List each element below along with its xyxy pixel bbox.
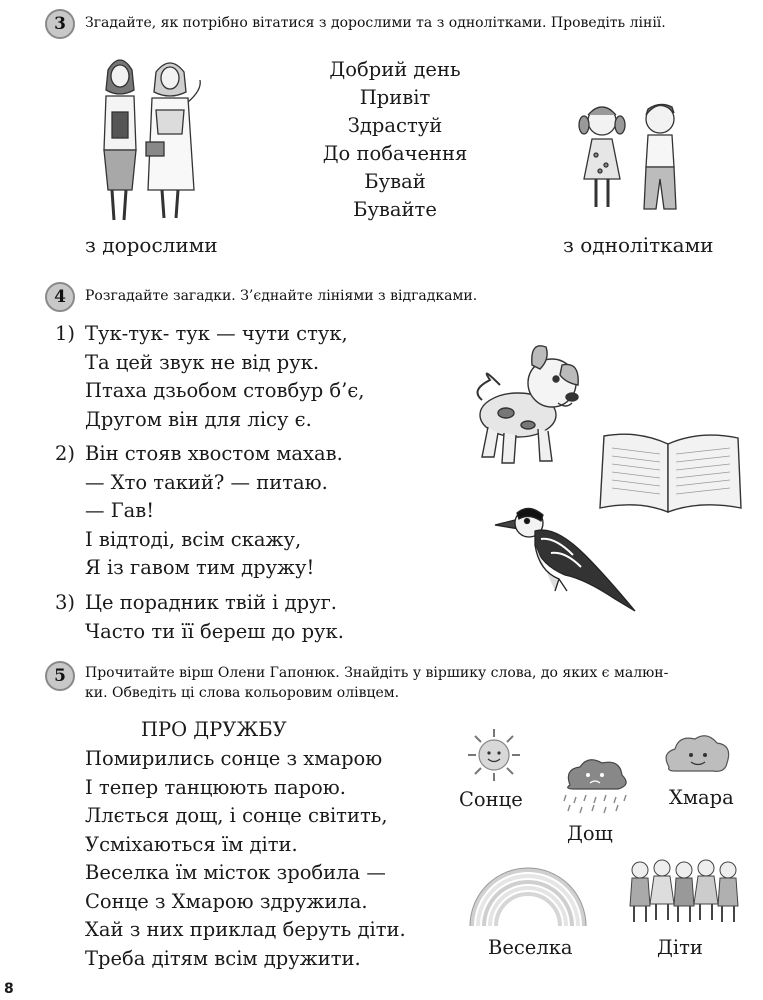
task-3-number: 3 (54, 14, 66, 34)
poem-line: Помирились сонце з хмарою (85, 747, 383, 770)
poem-line: Сонце з Хмарою здружила. (85, 889, 368, 913)
riddle-2-line: Він стояв хвостом махав. (85, 442, 343, 465)
riddle-3-number: 3) (55, 591, 76, 614)
task-5-badge (45, 661, 75, 691)
children-label: Діти (657, 936, 703, 959)
label-peers: з однолітками (563, 233, 714, 257)
rainbow-label: Веселка (488, 936, 573, 959)
riddle-2-line: — Гав! (85, 499, 155, 522)
riddle-2-number: 2) (55, 442, 76, 465)
greetings-list (270, 56, 520, 224)
riddle-1-line: Другом він для лісу є. (85, 407, 312, 431)
riddle-2-line: Я із гавом тим дружу! (85, 556, 315, 579)
task-4-badge (45, 282, 75, 312)
task-5-instruction-line-2: ки. Обведіть ці слова кольоровим олівцем. (85, 685, 400, 701)
poem-title: ПРО ДРУЖБУ (141, 718, 287, 741)
dog-illustration (460, 335, 585, 470)
greeting-5: Бувай (364, 170, 426, 193)
riddle-2 (85, 440, 343, 583)
rain-cloud-icon (560, 755, 632, 815)
page-number: 8 (4, 981, 14, 997)
adults-illustration (90, 50, 210, 225)
poem-line: Ллється дощ, і сонце світить, (85, 804, 388, 827)
poem-line: Усміхаються їм діти. (85, 832, 298, 856)
woodpecker-illustration (495, 495, 640, 615)
task-5-number: 5 (54, 666, 66, 686)
greeting-4: До побачення (322, 142, 468, 165)
children-icon (626, 856, 741, 926)
riddle-3 (85, 589, 344, 646)
task-4-instruction: Розгадайте загадки. З’єднайте лініями з відгадками. (85, 288, 478, 304)
poem-line: Хай з них приклад беруть діти. (85, 918, 406, 941)
riddle-2-line: І відтоді, всім скажу, (85, 527, 302, 551)
poem-line: Веселка їм місток зробила — (85, 861, 386, 884)
riddle-1 (85, 320, 364, 434)
greeting-2: Привіт (359, 86, 431, 109)
rainbow-icon (468, 862, 588, 928)
sun-icon (466, 727, 522, 783)
greeting-6: Бувайте (353, 198, 437, 221)
poem-line: І тепер танцюють парою. (85, 775, 346, 799)
riddle-2-line: — Хто такий? — питаю. (85, 470, 328, 494)
riddle-3-line: Це порадник твій і друг. (85, 591, 337, 614)
peers-illustration (572, 95, 692, 220)
task-3-badge (45, 9, 75, 39)
riddle-1-number: 1) (55, 322, 76, 345)
cloud-label: Хмара (669, 786, 734, 809)
greeting-1: Добрий день (329, 58, 461, 81)
label-adults: з дорослими (85, 233, 218, 257)
riddle-1-line: Та цей звук не від рук. (85, 350, 320, 374)
task-3-instruction: Згадайте, як потрібно вітатися з дорослими та з однолітками. Проведіть лінії. (85, 15, 666, 31)
task-4-number: 4 (54, 287, 66, 307)
cloud-icon (661, 731, 733, 777)
sun-label: Сонце (459, 788, 523, 811)
poem-line: Треба дітям всім дружити. (85, 946, 361, 970)
task-5-instruction-line-1: Прочитайте вірш Олени Гапонюк. Знайдіть у віршику слова, до яких є малюн- (85, 665, 669, 681)
riddle-3-line: Часто ти її береш до рук. (85, 619, 344, 643)
rain-label: Дощ (567, 822, 613, 845)
greeting-3: Здрастуй (347, 114, 443, 137)
poem-body (85, 745, 406, 973)
riddle-1-line: Тук-тук- тук — чути стук, (85, 322, 348, 345)
riddle-1-line: Птаха дзьобом стовбур б’є, (85, 379, 365, 402)
